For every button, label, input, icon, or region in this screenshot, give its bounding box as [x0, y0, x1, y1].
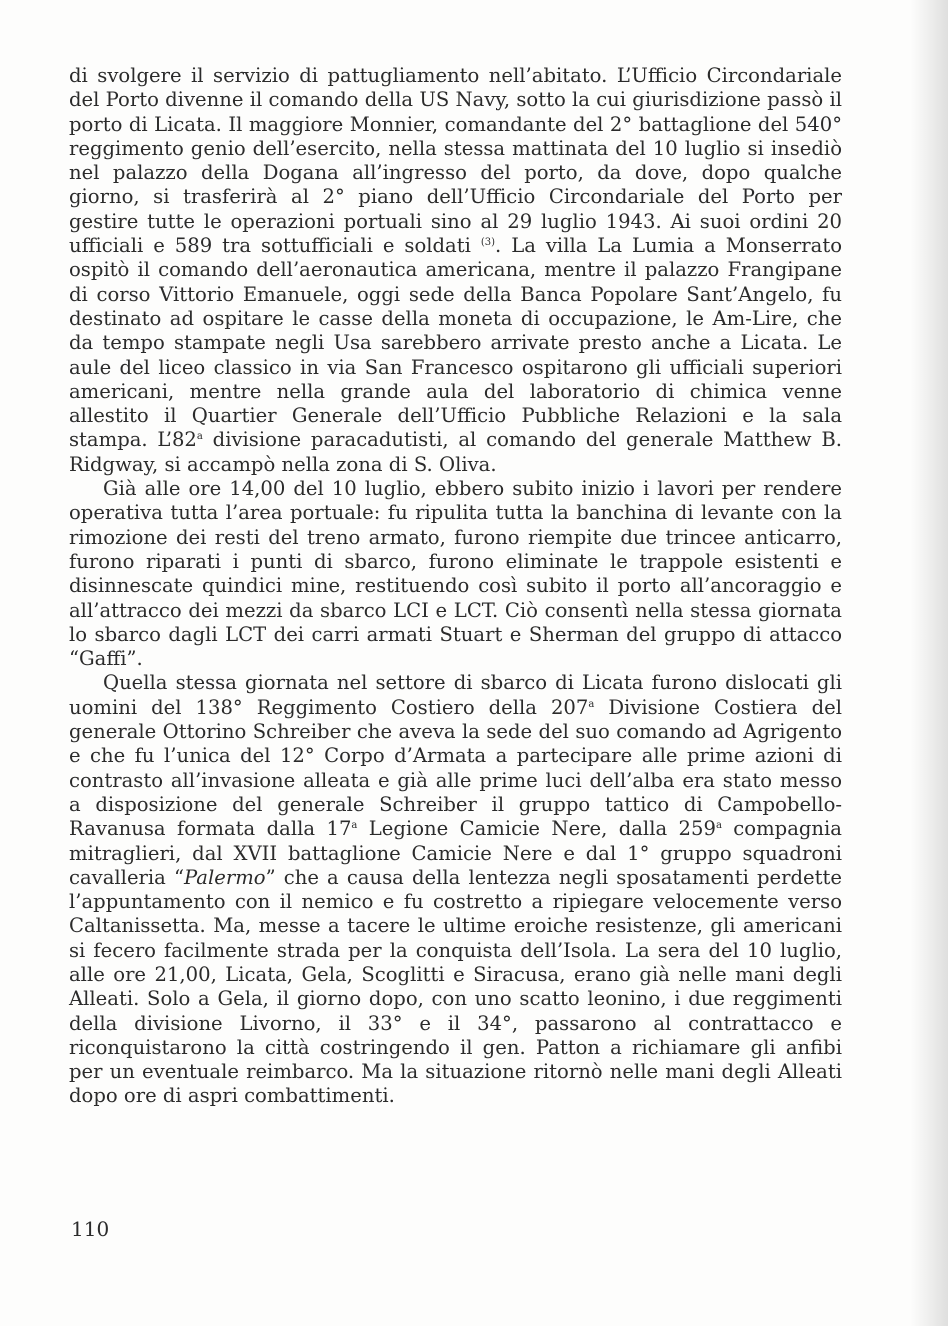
ordinal-superscript: a [351, 820, 358, 832]
ordinal-superscript: a [588, 698, 595, 710]
paragraph-2 [69, 477, 842, 671]
paragraph-1 [69, 64, 842, 477]
paragraph-3-text-b: Divisione Costiera del generale Ottorino Schreiber che aveva la sede del suo comando ad Agrigento e che fu l’unica del 12° Corpo d’Armata a partecipare alle prime azioni di contrasto all’invasione alleata e già alle prime luci dell’alba era stato messo a disposizione del generale Schreiber il gruppo tattico di Campobello-Ravanusa formata dalla 17 [69, 695, 842, 841]
footnote-ref-3: (3) [480, 237, 496, 249]
paragraph-3-text-c: Legione Camicie Nere, dalla 259 [357, 817, 716, 841]
italic-unit-name: Palermo [184, 865, 266, 889]
paragraph-1-text-c: divisione paracadutisti, al comando del generale Matthew B. Ridgway, si accampò nella zona di S. Oliva. [69, 428, 842, 476]
paragraph-3 [69, 671, 842, 1108]
page-gutter-shadow [910, 0, 948, 1326]
paragraph-2-text: Già alle ore 14,00 del 10 luglio, ebbero subito inizio i lavori per rendere operativa tutta l’area portuale: fu ripulita tutta la banchina di levante con la rimozione dei resti del treno armato, furono riempite due trincee anticarro, furono riparati i punti di sbarco, furono eliminate le trappole esistenti e disinnescate quindici mine, restituendo così subito il porto all’ancoraggio e all’attracco dei mezzi da sbarco LCI e LCT. Ciò consentì nella stessa giornata lo sbarco dagli LCT dei carri armati Stuart e Sherman del gruppo di attacco “Gaffi”. [69, 477, 842, 671]
body-text [69, 64, 842, 1109]
ordinal-superscript: a [196, 431, 203, 443]
ordinal-superscript: a [715, 820, 722, 832]
paragraph-1-text-b: . La villa La Lumia a Monserrato ospitò il comando dell’aeronautica americana, mentre il palazzo Frangipane di corso Vittorio Emanuele, oggi sede della Banca Popolare Sant’Angelo, fu destinato ad ospitare le casse della moneta di occupazione, le Am-Lire, che da tempo stampate negli Usa sarebbero arrivate presto anche a Licata. Le aule del liceo classico in via San Francesco ospitarono gli ufficiali superiori americani, mentre nella grande aula del laboratorio di chimica venne allestito il Quartier Generale dell’Ufficio Pubbliche Relazioni e la sala stampa. L’82 [69, 234, 842, 452]
paragraph-3-text-d: compagnia mitraglieri, dal XVII battaglione Camicie Nere e dal 1° gruppo squadroni cavalleria “ [69, 817, 842, 889]
page-number: 110 [71, 1217, 110, 1241]
paragraph-1-text-a: di svolgere il servizio di pattugliamento nell’abitato. L’Ufficio Circondariale del Porto divenne il comando della US Navy, sotto la cui giurisdizione passò il porto di Licata. Il maggiore Monnier, comandante del 2° battaglione del 540° reggimento genio dell’esercito, nella stessa mattinata del 10 luglio si insediò nel palazzo della Dogana all’ingresso del porto, da dove, dopo qualche giorno, si trasferirà al 2° piano dell’Ufficio Circondariale del Porto per gestire tutte le operazioni portuali sino al 29 luglio 1943. Ai suoi ordini 20 ufficiali e 589 tra sottufficiali e soldati [69, 64, 842, 258]
paragraph-3-text-a: Quella stessa giornata nel settore di sbarco di Licata furono dislocati gli uomini del 138° Reggimento Costiero della 207 [69, 671, 842, 719]
paragraph-3-text-e: ” che a causa della lentezza negli sposatamenti perdette l’appuntamento con il nemico e fu costretto a ripiegare velocemente verso Caltanissetta. Ma, messe a tacere le ultime eroiche resistenze, gli americani si fecero facilmente strada per la conquista dell’Isola. La sera del 10 luglio, alle ore 21,00, Licata, Gela, Scoglitti e Siracusa, erano già nelle mani degli Alleati. Solo a Gela, il giorno dopo, con uno scatto leonino, i due reggimenti della divisione Livorno, il 33° e il 34°, passarono al contrattacco e riconquistarono la città costringendo il gen. Patton a richiamare gli anfibi per un eventuale reimbarco. Ma la situazione ritornò nelle mani degli Alleati dopo ore di aspri combattimenti. [69, 865, 842, 1108]
